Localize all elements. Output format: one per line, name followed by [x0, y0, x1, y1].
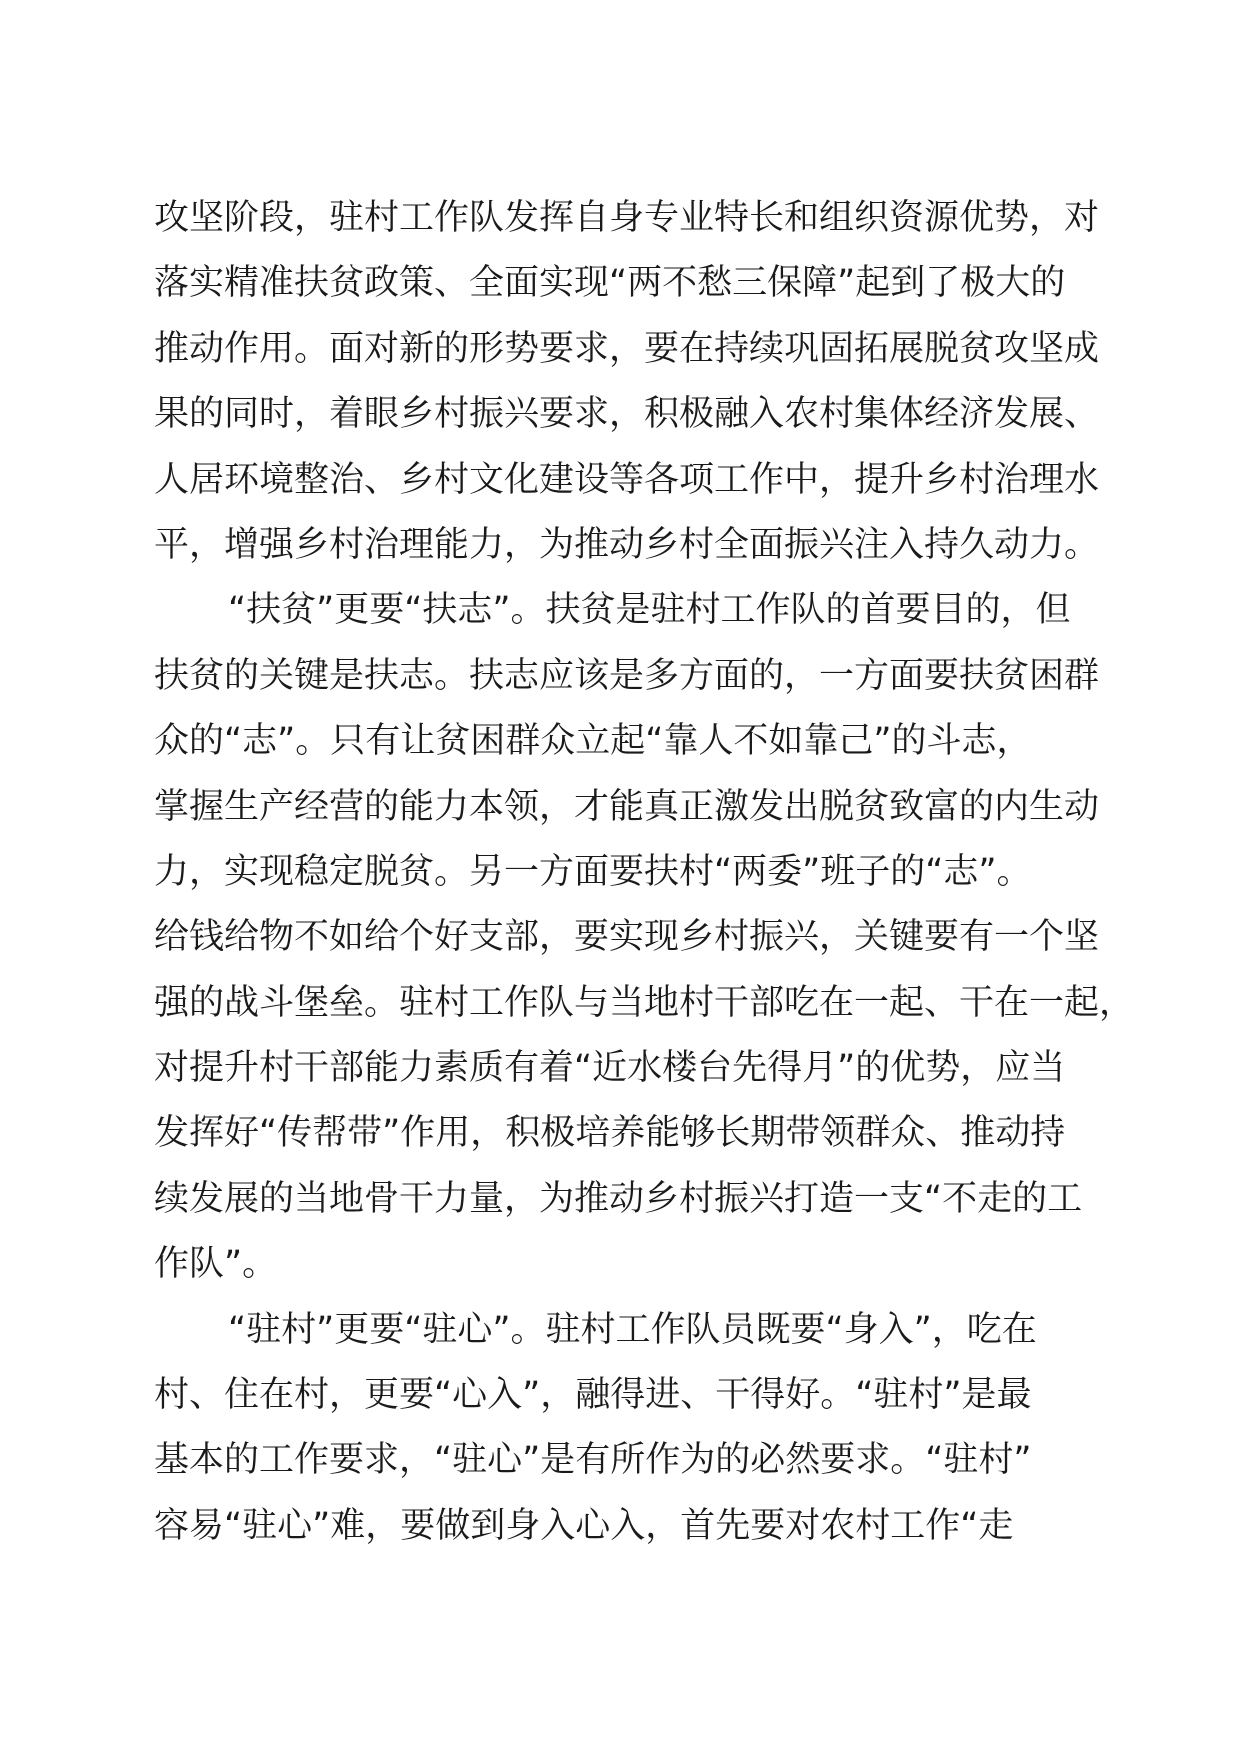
text-line: 人居环境整治、乡村文化建设等各项工作中，提升乡村治理水: [154, 459, 1100, 500]
paragraph-first-line: “扶贫”更要“扶志”。扶贫是驻村工作队的首要目的，但: [228, 590, 1071, 631]
paragraph-first-line: “驻村”更要“驻心”。驻村工作队员既要“身入”，吃在: [228, 1309, 1037, 1350]
text-line: 掌握生产经营的能力本领，才能真正激发出脱贫致富的内生动: [154, 786, 1100, 827]
text-line: 平，增强乡村治理能力，为推动乡村全面振兴注入持久动力。: [154, 524, 1100, 565]
text-line: 推动作用。面对新的形势要求，要在持续巩固拓展脱贫攻坚成: [154, 328, 1100, 369]
text-line: 落实精准扶贫政策、全面实现“两不愁三保障”起到了极大的: [154, 263, 1066, 304]
text-line: 村、住在村，更要“心入”，融得进、干得好。“驻村”是最: [154, 1375, 1032, 1416]
text-line: 基本的工作要求，“驻心”是有所作为的必然要求。“驻村”: [154, 1440, 1032, 1481]
body-text: [154, 186, 1135, 1559]
text-line: 攻坚阶段，驻村工作队发挥自身专业特长和组织资源优势，对: [154, 198, 1100, 238]
text-line: 力，实现稳定脱贫。另一方面要扶村“两委”班子的“志”。: [154, 851, 1032, 892]
text-line: 给钱给物不如给个好支部，要实现乡村振兴，关键要有一个坚: [154, 917, 1100, 958]
text-line: 扶贫的关键是扶志。扶志应该是多方面的，一方面要扶贫困群: [154, 655, 1100, 696]
text-line: 容易“驻心”难，要做到身入心入，首先要对农村工作“走: [154, 1505, 1014, 1546]
text-line: 续发展的当地骨干力量，为推动乡村振兴打造一支“不走的工: [154, 1178, 1083, 1219]
text-line: 作队”。: [154, 1244, 278, 1285]
text-line: 对提升村干部能力素质有着“近水楼台先得月”的优势，应当: [154, 1048, 1066, 1089]
text-line: 发挥好“传帮带”作用，积极培养能够长期带领群众、推动持: [154, 1113, 1066, 1154]
text-line: 强的战斗堡垒。驻村工作队与当地村干部吃在一起、干在一起，: [154, 982, 1135, 1023]
text-line: 众的“志”。只有让贫困群众立起“靠人不如靠己”的斗志，: [154, 721, 1032, 762]
text-line: 果的同时，着眼乡村振兴要求，积极融入农村集体经济发展、: [154, 394, 1100, 435]
